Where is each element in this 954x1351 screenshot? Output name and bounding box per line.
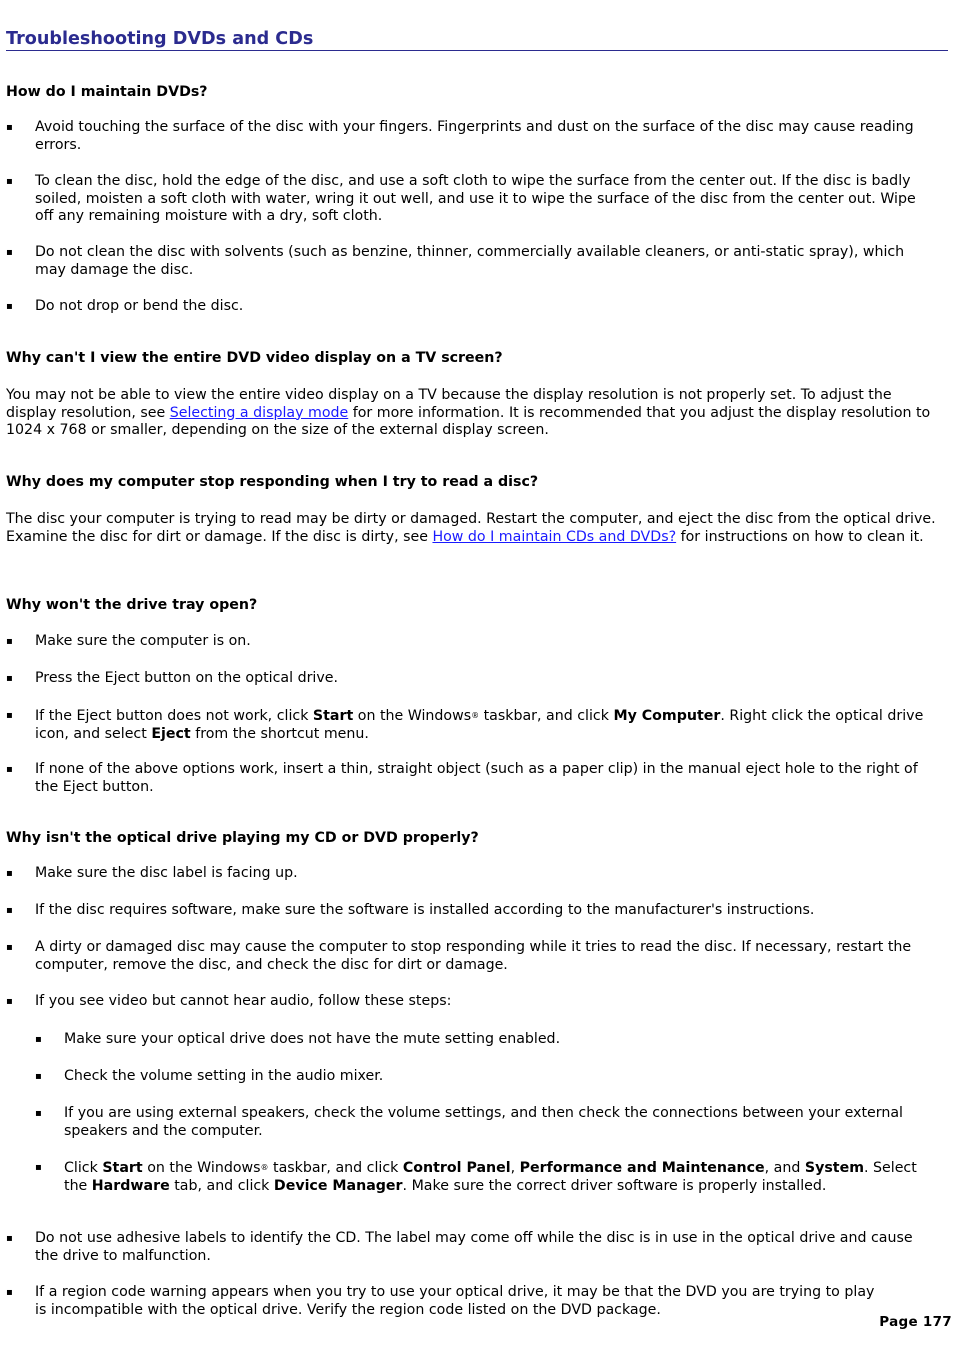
bullet-icon: ▪ (6, 710, 13, 721)
list-item: ▪ Make sure the computer is on. (6, 633, 251, 649)
page-title: Troubleshooting DVDs and CDs (6, 29, 948, 51)
list-item: ▪ If a region code warning appears when you try to use your optical drive, it may be that the DVD you are trying to play is incompatible with the optical drive. Verify the region code listed on the DVD package. (6, 1284, 875, 1318)
bullet-icon: ▪ (6, 673, 13, 684)
section-heading-drive-tray: Why won't the drive tray open? (6, 597, 258, 613)
bullet-icon: ▪ (6, 122, 13, 133)
list-item: ▪ Make sure the disc label is facing up. (6, 865, 298, 881)
sub-list-item: ▪ If you are using external speakers, check the volume settings, and then check the connections between your external speakers and the computer. (35, 1105, 903, 1139)
list-item: ▪ If the Eject button does not work, click Start on the Windows® taskbar, and click My Computer. Right click the optical drive icon, and select Eject from the shortcut menu. (6, 708, 924, 742)
list-item: ▪ If none of the above options work, insert a thin, straight object (such as a paper clip) in the manual eject hole to the right of the Eject button. (6, 761, 918, 795)
section-heading-maintain-dvds: How do I maintain DVDs? (6, 84, 208, 100)
bullet-icon: ▪ (6, 636, 13, 647)
sub-list-item: ▪ Make sure your optical drive does not have the mute setting enabled. (35, 1031, 561, 1047)
link-selecting-display-mode[interactable]: Selecting a display mode (169, 404, 349, 421)
bullet-icon: ▪ (6, 1287, 13, 1298)
list-item: ▪ Do not use adhesive labels to identify the CD. The label may come off while the disc is in use in the optical drive and cause the drive to malfunction. (6, 1230, 913, 1264)
section-heading-tv-display: Why can't I view the entire DVD video display on a TV screen? (6, 350, 503, 366)
bullet-icon: ▪ (6, 247, 13, 258)
bullet-icon: ▪ (6, 764, 13, 775)
bullet-icon: ▪ (35, 1071, 42, 1082)
list-item: ▪ If the disc requires software, make sure the software is installed according to the manufacturer's instructions. (6, 902, 815, 918)
list-item: ▪ A dirty or damaged disc may cause the computer to stop responding while it tries to read the disc. If necessary, restart the computer, remove the disc, and check the disc for dirt or damage. (6, 939, 912, 973)
sub-list-item: ▪ Check the volume setting in the audio mixer. (35, 1068, 384, 1084)
page-number: Page 177 (879, 1314, 952, 1330)
list-item: ▪ Press the Eject button on the optical drive. (6, 670, 338, 686)
sub-list-item: ▪ Click Start on the Windows® taskbar, and click Control Panel, Performance and Maintenance, and System. Select the Hardware tab, and click Device Manager. Make sure the correct driver software is properly installed. (35, 1160, 917, 1194)
bullet-icon: ▪ (35, 1162, 42, 1173)
section-heading-playing-properly: Why isn't the optical drive playing my CD or DVD properly? (6, 830, 479, 846)
bullet-icon: ▪ (35, 1034, 42, 1045)
section-heading-stop-responding: Why does my computer stop responding when I try to read a disc? (6, 474, 539, 490)
list-item: ▪ Avoid touching the surface of the disc with your fingers. Fingerprints and dust on the surface of the disc may cause reading errors. (6, 119, 914, 153)
bullet-icon: ▪ (6, 942, 13, 953)
list-item: ▪ Do not clean the disc with solvents (such as benzine, thinner, commercially available cleaners, or anti-static spray), which may damage the disc. (6, 244, 905, 278)
bullet-icon: ▪ (6, 996, 13, 1007)
registered-mark: ® (260, 1163, 269, 1172)
bullet-icon: ▪ (35, 1108, 42, 1119)
link-maintain-cds-dvds[interactable]: How do I maintain CDs and DVDs? (432, 528, 677, 545)
paragraph: The disc your computer is trying to read may be dirty or damaged. Restart the computer, and eject the disc from the optical drive. Examine the disc for dirt or damage. If the disc is dirty, see How do I maintain CDs and DVDs? for instructions on how to clean it. (6, 511, 936, 545)
registered-mark: ® (471, 711, 480, 720)
list-item: ▪ To clean the disc, hold the edge of the disc, and use a soft cloth to wipe the surface from the center out. If the disc is badly soiled, moisten a soft cloth with water, wring it out well, and use it to wipe the surface of the disc from the center out. Wipe off any remaining moisture with a dry, soft cloth. (6, 173, 916, 224)
bullet-icon: ▪ (6, 1233, 13, 1244)
bullet-icon: ▪ (6, 905, 13, 916)
bullet-icon: ▪ (6, 176, 13, 187)
bullet-icon: ▪ (6, 868, 13, 879)
list-item: ▪ Do not drop or bend the disc. (6, 298, 244, 314)
bullet-icon: ▪ (6, 301, 13, 312)
paragraph: You may not be able to view the entire video display on a TV because the display resolution is not properly set. To adjust the display resolution, see Selecting a display mode for more information. It is recommended that you adjust the display resolution to 1024 x 768 or smaller, depending on the size of the external display screen. (6, 387, 931, 438)
list-item: ▪ If you see video but cannot hear audio, follow these steps: (6, 993, 452, 1009)
